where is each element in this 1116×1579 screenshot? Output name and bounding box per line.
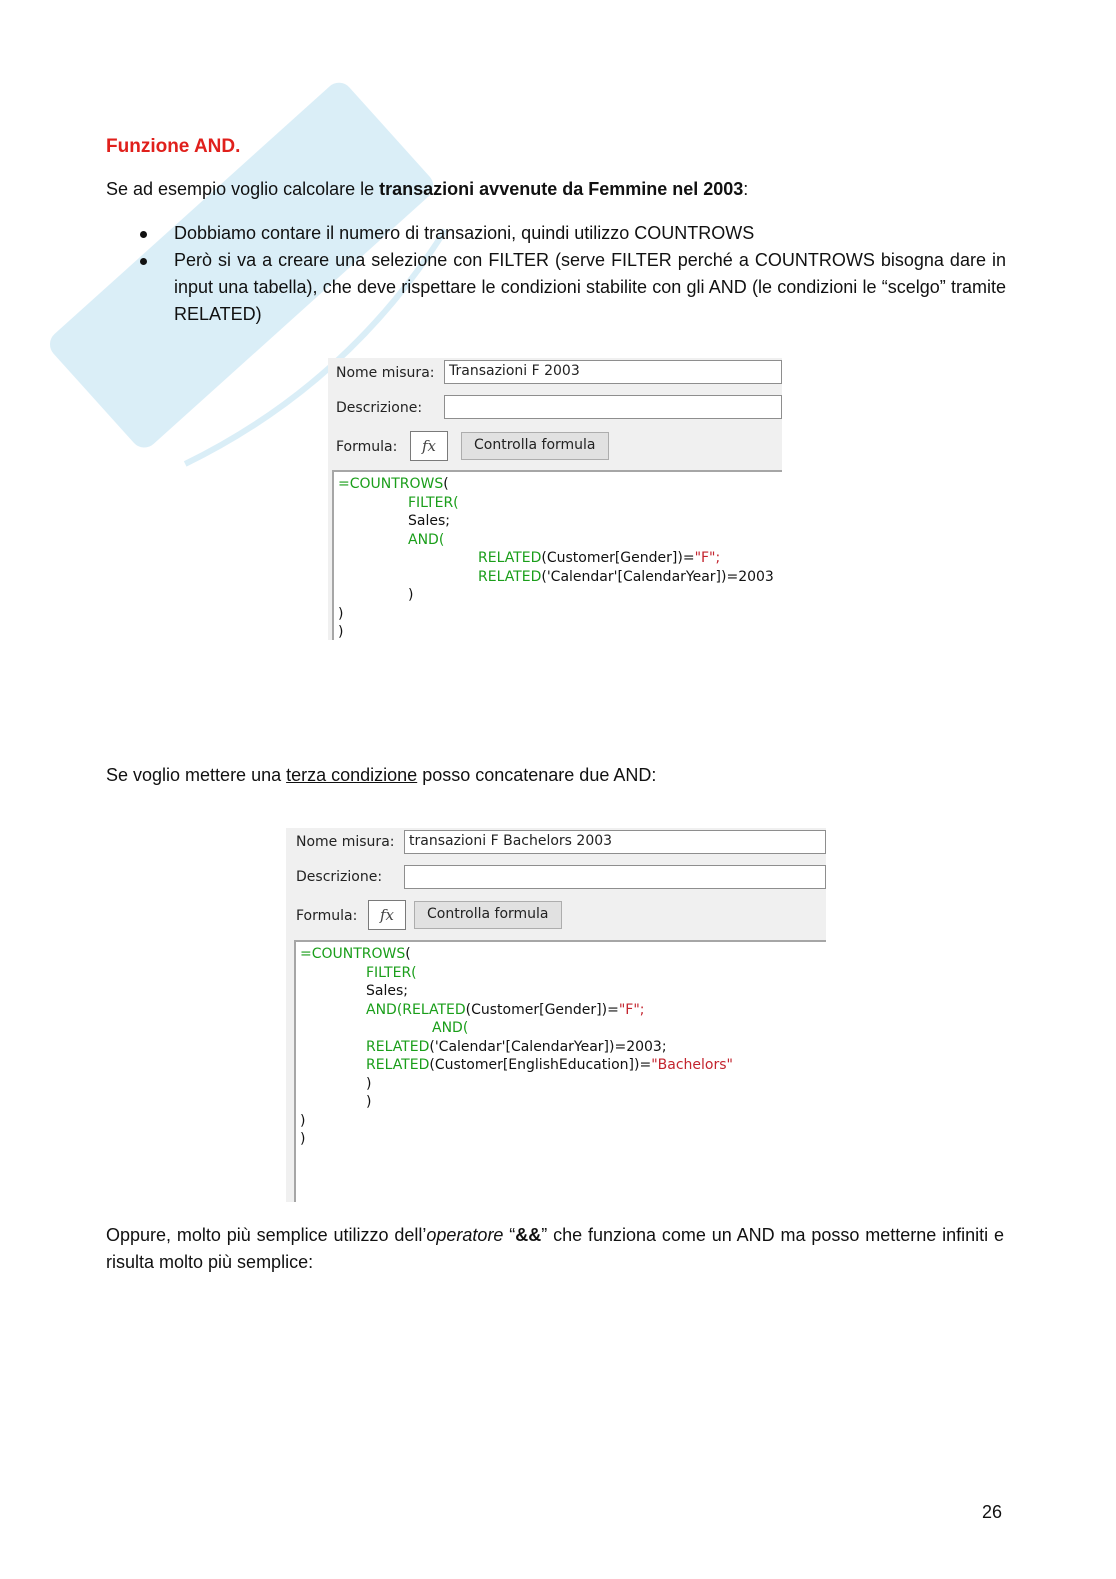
code-token: AND(RELATED: [366, 1001, 466, 1018]
name-label: Nome misura:: [296, 834, 395, 850]
closing-paragraph: [106, 1222, 1004, 1276]
code-token: RELATED: [478, 568, 542, 585]
third-condition-paragraph: [106, 762, 656, 789]
formula-editor[interactable]: [332, 470, 782, 640]
code-token: (Customer[Gender])=: [541, 550, 695, 566]
code-token: ('Calendar'[CalendarYear])=2003: [541, 568, 774, 585]
bullet-list: [140, 220, 1006, 328]
code-token: RELATED: [366, 1057, 430, 1073]
code-token: (Customer[EnglishEducation])=: [429, 1057, 652, 1073]
code-token: ): [408, 587, 414, 603]
list-item: [140, 220, 1006, 247]
bullet-dot-icon: [140, 258, 147, 265]
description-label: Descrizione:: [296, 869, 383, 885]
code-token: ('Calendar'[CalendarYear])=2003;: [429, 1038, 667, 1055]
third-prefix: Se voglio mettere una: [106, 765, 287, 785]
page-number: 26: [982, 1502, 1003, 1522]
formula-label: Formula:: [296, 908, 358, 924]
code-token: FILTER(: [366, 964, 417, 981]
code-token: ): [366, 1094, 372, 1110]
third-underlined: terza condizione: [286, 765, 418, 785]
code-token: Sales;: [366, 983, 408, 999]
code-token: ): [338, 624, 344, 640]
code-token: RELATED: [366, 1038, 430, 1055]
code-token: ): [300, 1112, 306, 1129]
bullet-text: Dobbiamo contare il numero di transazioni, quindi utilizzo COUNTROWS: [174, 223, 755, 243]
description-input[interactable]: [444, 395, 782, 419]
formula-editor[interactable]: [294, 940, 826, 1202]
code-token: AND(: [432, 1020, 469, 1036]
code-token: ): [300, 1131, 306, 1147]
code-token: =COUNTROWS: [338, 476, 444, 492]
measure-dialog-1: [328, 358, 782, 640]
name-label: Nome misura:: [336, 365, 435, 381]
section-heading: Funzione AND.: [106, 136, 241, 157]
check-formula-button[interactable]: Controlla formula: [461, 432, 609, 460]
code-token: (Customer[Gender])=: [465, 1001, 619, 1018]
third-suffix: posso concatenare due AND:: [417, 765, 657, 785]
code-token: RELATED: [478, 550, 542, 566]
closing-part1: Oppure, molto più semplice utilizzo dell’: [106, 1225, 427, 1245]
intro-suffix: :: [743, 179, 749, 199]
code-token: (: [443, 476, 449, 492]
bullet-text: Però si va a creare una selezione con FILTER (serve FILTER perché a COUNTROWS bisogna dare in input una tabella), che deve rispettare le condizioni stabilite con gli AND (le condizioni le “scelgo” tramite RELATED): [174, 250, 1006, 324]
code-token: AND(: [408, 531, 445, 548]
code-token: ): [338, 605, 344, 622]
intro-paragraph: [106, 176, 748, 203]
list-item: [140, 247, 1006, 328]
code-token: "Bachelors": [651, 1057, 733, 1073]
intro-bold: transazioni avvenute da Femmine nel 2003: [379, 179, 744, 199]
closing-bold: &&: [515, 1225, 542, 1245]
name-input[interactable]: transazioni F Bachelors 2003: [404, 830, 826, 854]
check-formula-button[interactable]: Controlla formula: [414, 901, 562, 929]
fx-icon[interactable]: fx: [368, 900, 406, 930]
code-token: ): [366, 1075, 372, 1092]
fx-icon[interactable]: fx: [410, 431, 448, 461]
code-token: "F";: [618, 1001, 645, 1018]
code-token: =COUNTROWS: [300, 946, 406, 962]
intro-prefix: Se ad esempio voglio calcolare le: [106, 179, 380, 199]
code-token: FILTER(: [408, 494, 459, 511]
formula-label: Formula:: [336, 439, 398, 455]
code-token: Sales;: [408, 513, 450, 529]
code-token: "F";: [694, 550, 721, 566]
bullet-dot-icon: [140, 231, 147, 238]
description-input[interactable]: [404, 865, 826, 889]
closing-part3: ” che funziona come un AND ma posso metterne infiniti e risulta molto più semplice:: [106, 1225, 1004, 1272]
measure-dialog-2: [286, 828, 826, 1202]
name-input[interactable]: Transazioni F 2003: [444, 360, 782, 384]
closing-italic: operatore: [426, 1225, 504, 1245]
description-label: Descrizione:: [336, 400, 423, 416]
closing-part2: “: [503, 1225, 516, 1245]
code-token: (: [405, 946, 411, 962]
